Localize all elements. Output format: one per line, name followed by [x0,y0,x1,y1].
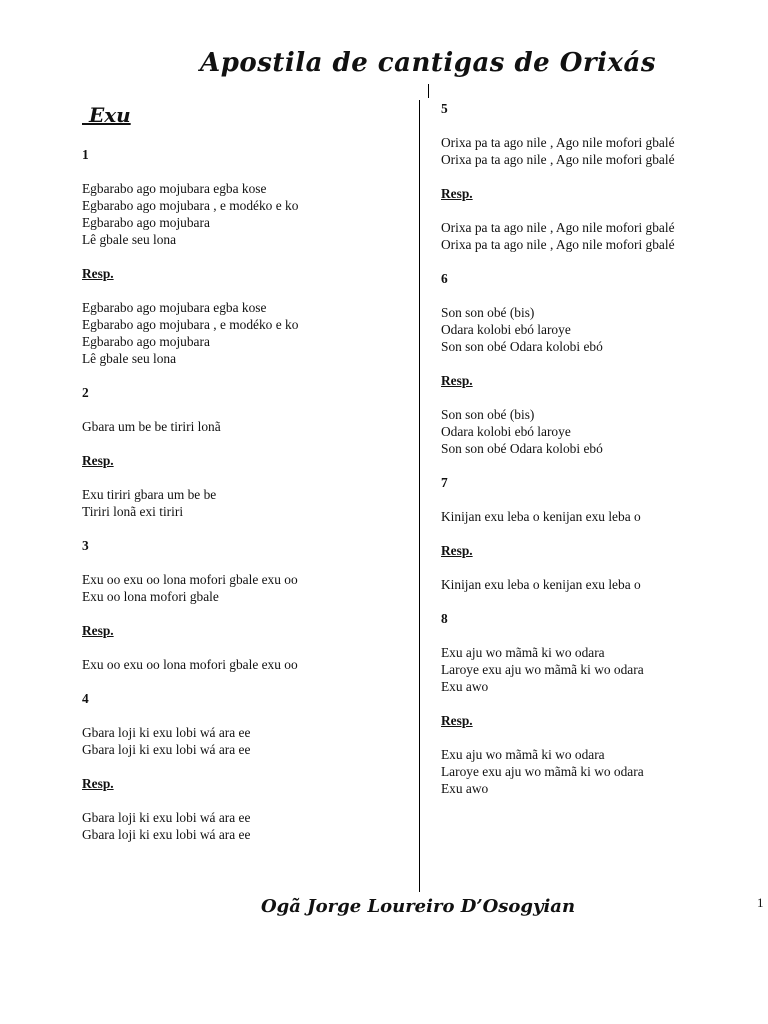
page-number: 1 [757,895,764,910]
response-line: Orixa pa ta ago nile , Ago nile mofori gbalé [441,237,675,252]
response-line: Laroye exu aju wo mãmã ki wo odara [441,764,644,779]
verse-line: Son son obé (bis) [441,305,535,320]
song-8 [441,610,761,797]
song-number: 1 [82,147,89,162]
song-6 [441,270,761,457]
left-column [82,100,412,860]
song-3 [82,537,412,673]
response-line: Exu awo [441,781,489,796]
response-line: Exu tiriri gbara um be be [82,487,217,502]
song-7 [441,474,761,593]
verse-line: Exu oo exu oo lona mofori gbale exu oo [82,572,298,587]
response-line: Egbarabo ago mojubara [82,334,210,349]
verse-line: Exu aju wo mãmã ki wo odara [441,645,605,660]
verse-line: Odara kolobi ebó laroye [441,322,571,337]
song-number: 2 [82,385,89,400]
song-number: 7 [441,475,448,490]
verse-line: Egbarabo ago mojubara , e modéko e ko [82,198,299,213]
response-label: Resp. [441,713,473,728]
verse-line: Gbara loji ki exu lobi wá ara ee [82,742,251,757]
column-divider [419,100,420,892]
verse-line: Orixa pa ta ago nile , Ago nile mofori gbalé [441,135,675,150]
response-line: Exu oo exu oo lona mofori gbale exu oo [82,657,298,672]
response-line: Egbarabo ago mojubara , e modéko e ko [82,317,299,332]
song-number: 8 [441,611,448,626]
response-line: Gbara loji ki exu lobi wá ara ee [82,827,251,842]
response-line: Odara kolobi ebó laroye [441,424,571,439]
response-label: Resp. [441,186,473,201]
verse-line: Exu awo [441,679,489,694]
song-4 [82,690,412,843]
response-label: Resp. [82,453,114,468]
response-line: Gbara loji ki exu lobi wá ara ee [82,810,251,825]
response-label: Resp. [82,776,114,791]
response-line: Orixa pa ta ago nile , Ago nile mofori gbalé [441,220,675,235]
verse-line: Laroye exu aju wo mãmã ki wo odara [441,662,644,677]
response-line: Son son obé Odara kolobi ebó [441,441,603,456]
response-label: Resp. [441,373,473,388]
song-number: 3 [82,538,89,553]
response-line: Kinijan exu leba o kenijan exu leba o [441,577,641,592]
verse-line: Orixa pa ta ago nile , Ago nile mofori gbalé [441,152,675,167]
right-column [441,100,761,814]
response-line: Son son obé (bis) [441,407,535,422]
response-label: Resp. [441,543,473,558]
response-line: Exu aju wo mãmã ki wo odara [441,747,605,762]
song-number: 6 [441,271,448,286]
author-footer: Ogã Jorge Loureiro D’Osogyian [260,896,576,917]
verse-line: Gbara um be be tiriri lonã [82,419,221,434]
response-line: Egbarabo ago mojubara egba kose [82,300,267,315]
verse-line: Son son obé Odara kolobi ebó [441,339,603,354]
song-1 [82,146,412,367]
song-number: 4 [82,691,89,706]
response-line: Tiriri lonã exi tiriri [82,504,184,519]
verse-line: Egbarabo ago mojubara [82,215,210,230]
verse-line: Gbara loji ki exu lobi wá ara ee [82,725,251,740]
response-label: Resp. [82,266,114,281]
song-5 [441,100,761,253]
song-number: 5 [441,101,448,116]
verse-line: Exu oo lona mofori gbale [82,589,219,604]
title-tick-mark [428,84,429,98]
verse-line: Kinijan exu leba o kenijan exu leba o [441,509,641,524]
verse-line: Lê gbale seu lona [82,232,177,247]
response-line: Lê gbale seu lona [82,351,177,366]
song-2 [82,384,412,520]
section-title: Exu [82,103,131,127]
document-title: Apostila de cantigas de Orixás [200,48,656,78]
response-label: Resp. [82,623,114,638]
verse-line: Egbarabo ago mojubara egba kose [82,181,267,196]
